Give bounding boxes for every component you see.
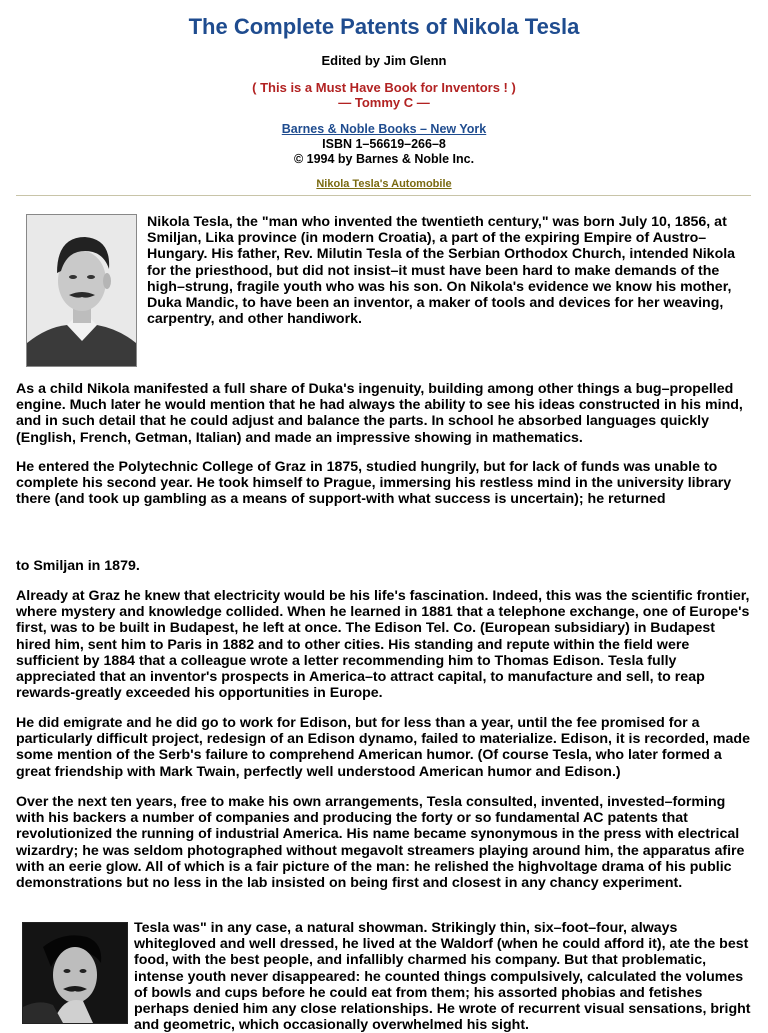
- divider: [16, 195, 751, 196]
- paragraph-5: Already at Graz he knew that electricity would be his life's fascination. Indeed, this was the scientific frontier, where mystery and knowledge collided. When he learned in 1881 that a telephone exchange, one of Europe's first, was to be built in Budapest, he left at once. The Edison Tel. Co. (European subsidiary) in Budapest hired him, sent him to Paris in 1882 and to other cities. His standing and repute within the field were sufficient by 1884 that a colleague wrote a letter recommending him to Thomas Edison. Tesla fully appreciated that an inventor's prospects in America–to attract capital, to manufacture and sell, to reap rewards-greatly exceeded his opportunities in Europe.: [16, 588, 750, 702]
- paragraph-2: As a child Nikola manifested a full share of Duka's ingenuity, building among other things a bug–propelled engine. Much later he would mention that he had always the ability to see his ideas constructed in his mind, and in such detail that he could adjust and balance the parts. In school he absorbed languages quickly (English, French, Getman, Italian) and made an impressive showing in mathematics.: [16, 381, 743, 446]
- automobile-link-wrap: [0, 178, 768, 190]
- paragraph-3: He entered the Polytechnic College of Graz in 1875, studied hungrily, but for lack of funds was unable to complete his second year. He took himself to Prague, immersing his restless mind in the university library there (and took up gambling as a means of support-with what success is uncertain); he returned: [16, 459, 732, 508]
- tesla-thinking-photo: [22, 922, 128, 1024]
- paragraph-4: to Smiljan in 1879.: [16, 558, 140, 574]
- paragraph-8: Tesla was" in any case, a natural showman. Strikingly thin, six–foot–four, always whitegloved and well dressed, he lived at the Waldorf (when he could afford it), ate the best food, with the best people, and infallibly charmed his company. But that problematic, intense youth never disappeared: he counted things compulsively, calculated the volumes of bowls and cups before he could eat from them; his assorted phobias and fetishes perhaps denied him any close relationships. He wrote of recurrent visual sensations, bright and geometric, which occasionally overwhelmed his sight.: [134, 920, 751, 1033]
- automobile-link[interactable]: Nikola Tesla's Automobile: [316, 178, 452, 190]
- recommendation-note: [0, 80, 768, 110]
- copyright: © 1994 by Barnes & Noble Inc.: [293, 152, 475, 166]
- paragraph-1: Nikola Tesla, the "man who invented the twentieth century," was born July 10, 1856, at Smiljan, Lika province (in modern Croatia), a part of the expiring Empire of Austro–Hungary. His father, Rev. Milutin Tesla of the Serbian Orthodox Church, intended Nikola for the priesthood, but did not insist–it must have been hard to make demands of the high–strung, fragile youth who was his son. On Nikola's evidence we know his mother, Duka Mandic, to have been an inventor, a maker of tools and devices for her weaving, carpentry, and other handiwork.: [147, 214, 736, 328]
- paragraph-7: Over the next ten years, free to make his own arrangements, Tesla consulted, invented, invested–forming with his backers a number of companies and producing the forty or so fundamental AC patents that revolutionized the running of industrial America. His name became synonymous in the press with electrical wizardry; he was seldom photographed without megavolt streamers playing around him, the apparatus afire with an eerie glow. All of which is a fair picture of the man: he relished the highvoltage drama of his public demonstrations but no less in the lab insisted on being first and closest in any chancy experiment.: [16, 794, 745, 892]
- paragraph-6: He did emigrate and he did go to work for Edison, but for less than a year, until the fee promised for a particularly difficult project, redesign of an Edison dynamo, failed to materialize. Edison, it is recorded, made some mention of the Serb's failure to comprehend American humor. (Of course Tesla, who later formed a great friendship with Mark Twain, perfectly well understood American humor and Edison.): [16, 715, 750, 780]
- must-have-text: ( This is a Must Have Book for Inventors ! ): [252, 80, 516, 95]
- isbn: ISBN 1–56619–266–8: [322, 137, 446, 151]
- tommy-signature: — Tommy C —: [338, 95, 430, 110]
- publisher-link[interactable]: Barnes & Noble Books – New York: [281, 122, 487, 136]
- tesla-portrait-photo: [26, 214, 137, 367]
- editor-credit: Edited by Jim Glenn: [321, 53, 447, 68]
- publication-info: [0, 122, 768, 167]
- page-title: The Complete Patents of Nikola Tesla: [188, 14, 580, 39]
